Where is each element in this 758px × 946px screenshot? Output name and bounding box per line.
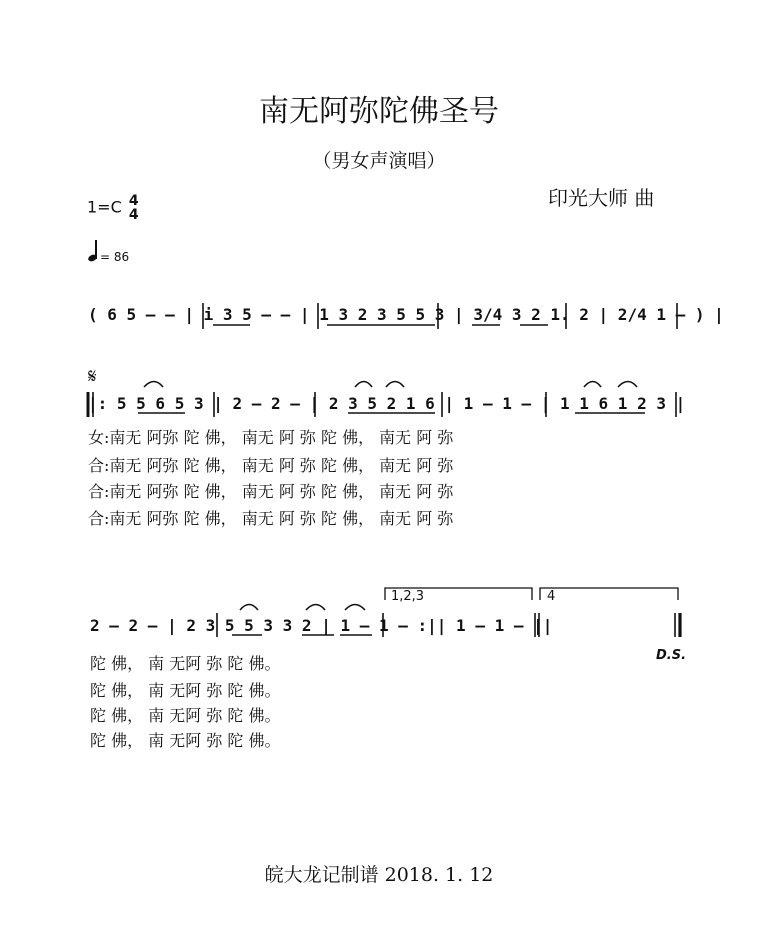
- line2-lyric-1: 陀 佛， 南 无阿 弥 陀 佛。: [90, 654, 281, 673]
- segno-sign: 𝄋: [88, 364, 97, 388]
- volta-2-label: 4: [547, 589, 556, 604]
- lyric-part: 合:: [88, 456, 110, 475]
- lyric-text: 南无 阿弥 陀 佛， 南无 阿 弥 陀 佛， 南无 阿 弥: [109, 482, 454, 501]
- composer: 印光大师 曲: [548, 186, 655, 210]
- line2-notation: 2 – 2 – | 2 3 5 5 3 3 2 | 1 – 1 – :|| 1 – 1 – ||: [90, 616, 553, 635]
- line2-lyric-3: 陀 佛， 南 无阿 弥 陀 佛。: [90, 706, 281, 725]
- subtitle: （男女声演唱）: [312, 150, 446, 172]
- lyric-text: 南无 阿弥 陀 佛， 南无 阿 弥 陀 佛， 南无 阿 弥: [109, 428, 454, 447]
- time-signature-denominator: 4: [128, 207, 139, 223]
- lyric-line-1: [88, 425, 453, 448]
- lyric-line-2: [88, 453, 453, 476]
- line1-notation: |: 5 5 6 5 3 | 2 – 2 – | 2 3 5 2 1 6 | 1 – 1 – | 1 1 6 1 2 3 |: [88, 394, 686, 413]
- lyric-text: 南无 阿弥 陀 佛， 南无 阿 弥 陀 佛， 南无 阿 弥: [109, 456, 454, 475]
- footer-credit: 皖大龙记制谱 2018. 1. 12: [264, 864, 494, 886]
- lyric-part: 合:: [88, 482, 110, 501]
- intro-notation: ( 6 5 – – | i 3 5 – – | 1 3 2 3 5 5 3 | 3/4 3 2 1. 2 | 2/4 1 – ) |: [88, 305, 724, 324]
- volta-1-label: 1,2,3: [391, 589, 425, 604]
- time-signature-numerator: 4: [128, 193, 139, 209]
- lyric-line-3: [88, 479, 453, 502]
- lyric-part: 女:: [88, 428, 110, 447]
- lyric-line-4: [88, 506, 453, 529]
- page-title: 南无阿弥陀佛圣号: [259, 94, 499, 129]
- lyric-text: 南无 阿弥 陀 佛， 南无 阿 弥 陀 佛， 南无 阿 弥: [109, 509, 454, 528]
- lyric-part: 合:: [88, 509, 110, 528]
- line2-lyric-2: 陀 佛， 南 无阿 弥 陀 佛。: [90, 681, 281, 700]
- dal-segno: D.S.: [656, 648, 687, 663]
- key-label: 1=C: [87, 197, 122, 217]
- line2-lyric-4: 陀 佛， 南 无阿 弥 陀 佛。: [90, 731, 281, 750]
- tempo-value: = 86: [100, 250, 130, 264]
